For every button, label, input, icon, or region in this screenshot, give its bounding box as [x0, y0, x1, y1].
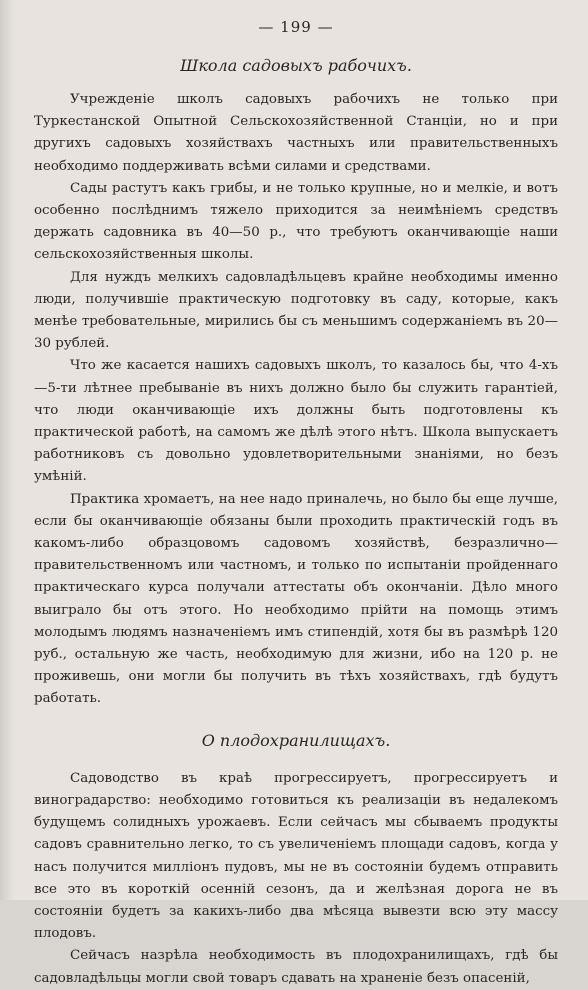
- paragraph: Сады растутъ какъ грибы, и не только крупные, но и мелкіе, и вотъ особенно послѣднимъ тяжело приходится за неимѣніемъ средствъ держать садовника въ 40—50 р., что требуютъ оканчивающіе наши сельскохозяйственныя школы.: [34, 180, 558, 263]
- paragraph: Садоводство въ краѣ прогрессируетъ, прогрессируетъ и виноградарство: необходимо готовиться къ реализаціи въ недалекомъ будущемъ солидныхъ урожаевъ. Если сейчасъ мы сбываемъ продукты садовъ сравнительно легко, то съ увеличеніемъ площади садовъ, когда у насъ получится милліонъ пудовъ, мы не въ состояніи будемъ отправить все это въ короткій осенній сезонъ, да и желѣзная дорога не въ состояніи будетъ за какихъ-либо два мѣсяца вывезти всю эту массу плодовъ.: [34, 770, 558, 942]
- paragraph: Практика хромаетъ, на нее надо приналечь, но было бы еще лучше, если бы оканчивающіе обязаны были проходить практическій годъ въ какомъ-либо образцовомъ садовомъ хозяйствѣ, безразлично—правительственномъ или частномъ, и только по испытаніи пройденнаго практическаго курса получали аттестаты объ окончаніи. Дѣло много выиграло бы отъ этого. Но необходимо прійти на помощь этимъ молодымъ людямъ назначеніемъ имъ стипендій, хотя бы въ размѣрѣ 120 руб., остальную же часть, необходимую для жизни, ибо на 120 р. не проживешь, они могли бы получить въ тѣхъ хозяйствахъ, гдѣ будутъ работать.: [34, 491, 558, 707]
- page-edge-shadow: [0, 0, 14, 900]
- section-title-fruit-storage: О плодохранилищахъ.: [201, 730, 391, 750]
- paragraph: Для нуждъ мелкихъ садовладѣльцевъ крайне необходимы именно люди, получившіе практическую подготовку въ саду, которые, какъ менѣе требовательные, мирились бы съ меньшимъ содержаніемъ въ 20—30 рублей.: [34, 269, 558, 352]
- page-number: — 199 —: [258, 18, 334, 36]
- paragraph: Что же касается нашихъ садовыхъ школъ, то казалось бы, что 4-хъ—5-ти лѣтнее пребываніе въ нихъ должно было бы служить гарантіей, что люди оканчивающіе ихъ должны быть подготовлены къ практической работѣ, на самомъ же дѣлѣ этого нѣтъ. Школа выпускаетъ работниковъ съ довольно удовлетворительными знаніями, но безъ умѣній.: [34, 358, 558, 485]
- paragraph: Сейчасъ назрѣла необходимость въ плодохранилищахъ, гдѣ бы садовладѣльцы могли свой товаръ сдавать на храненіе безъ опасеній,: [34, 948, 558, 986]
- paragraph: Учрежденіе школъ садовыхъ рабочихъ не только при Туркестанской Опытной Сельскохозяйственной Станціи, но и при другихъ садовыхъ хозяйствахъ частныхъ или правительственныхъ необходимо поддерживать всѣми силами и средствами.: [34, 92, 558, 174]
- section-title-gardening-school: Школа садовыхъ рабочихъ.: [180, 56, 412, 75]
